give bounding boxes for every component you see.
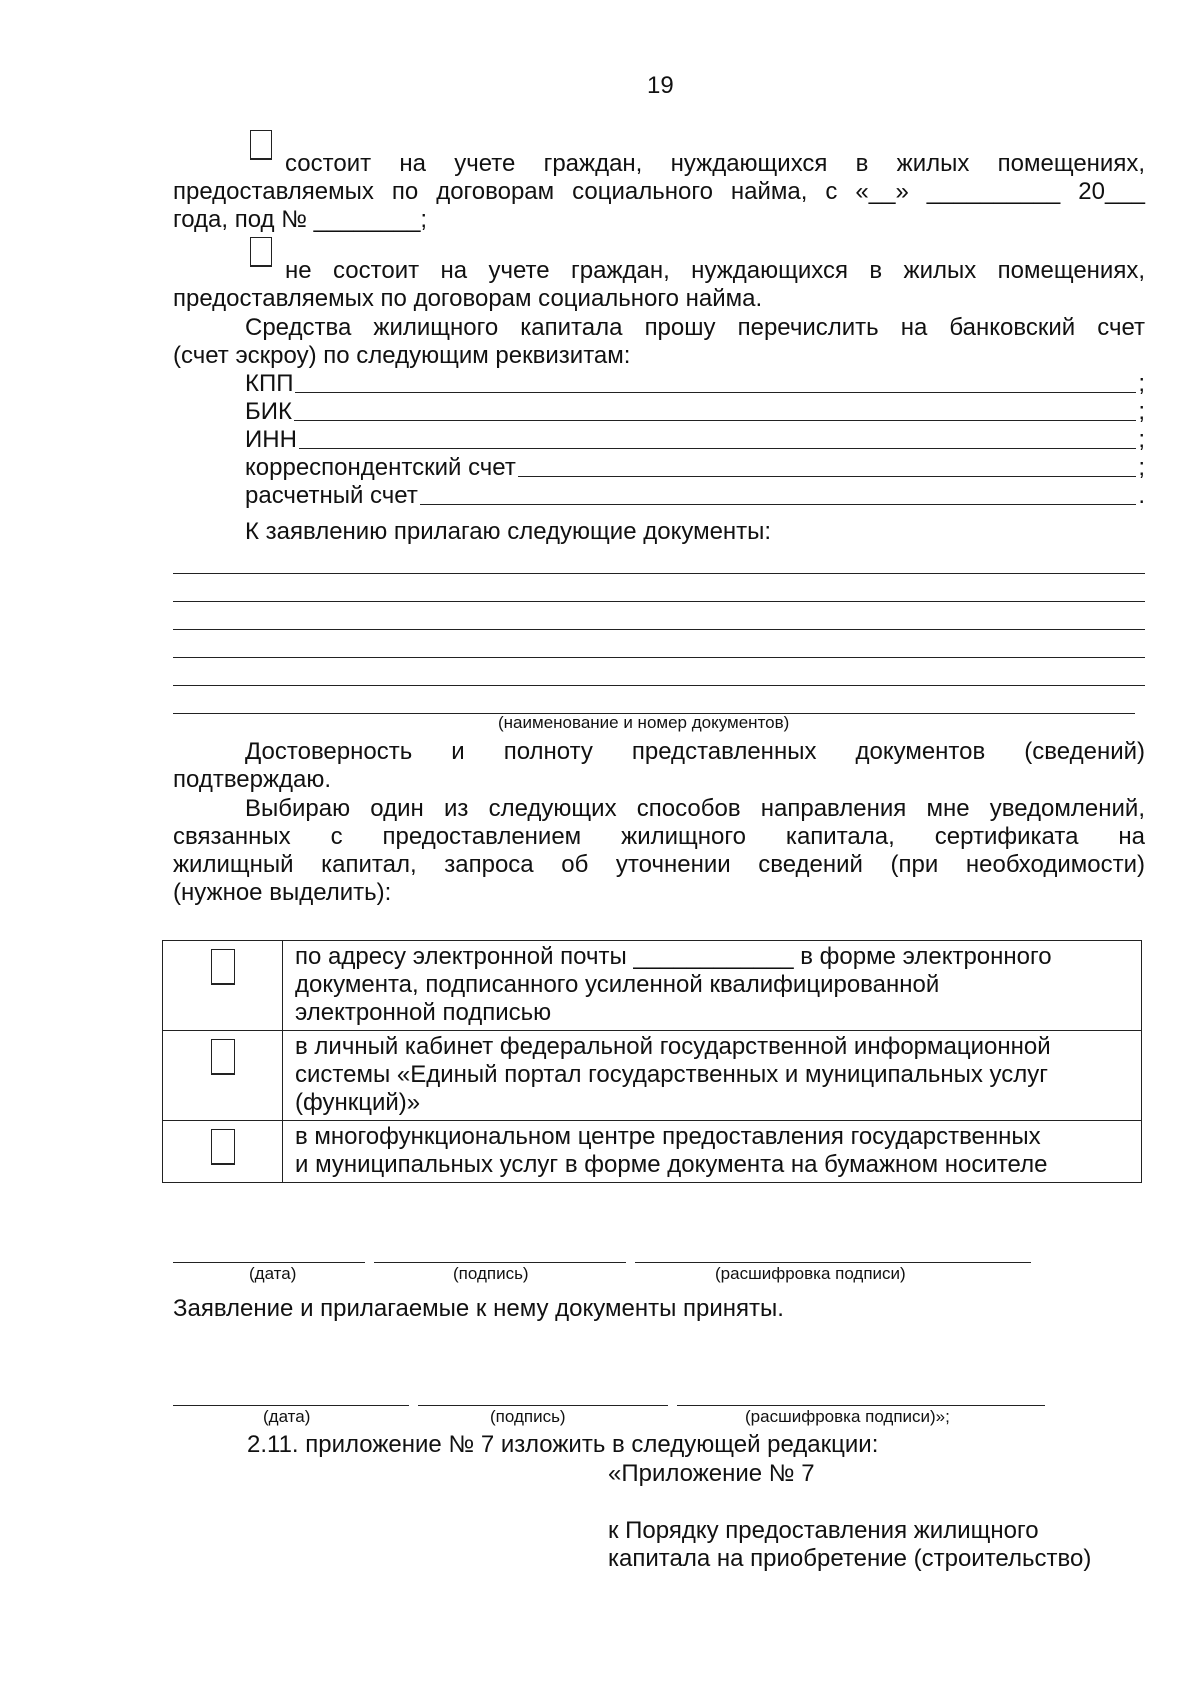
option-email-line1: по адресу электронной почты ____________ в форме электронного — [295, 943, 1052, 970]
attach-line[interactable] — [173, 657, 1145, 658]
registered-checkbox[interactable] — [250, 130, 272, 160]
sig1-decode-line[interactable] — [635, 1262, 1031, 1263]
confirm-line2: подтверждаю. — [173, 766, 332, 793]
attach-line[interactable] — [173, 601, 1145, 602]
bank-intro-line1: Средства жилищного капитала прошу перечислить на банковский счет — [245, 314, 1145, 341]
option-mfc-checkbox[interactable] — [211, 1129, 235, 1165]
bik-field[interactable]: БИК ; — [245, 398, 1145, 425]
sig2-sign-caption: (подпись) — [490, 1407, 566, 1426]
notify-intro-line3: жилищный капитал, запроса об уточнении сведений (при необходимости) — [173, 851, 1145, 878]
registered-line2: предоставляемых по договорам социального найма, с «__» __________ 20___ — [173, 178, 1145, 205]
appendix-ref-line1: к Порядку предоставления жилищного — [608, 1517, 1039, 1544]
registered-line3: года, под № ________; — [173, 206, 428, 233]
kpp-field[interactable]: КПП ; — [245, 370, 1145, 397]
appendix-ref-line2: капитала на приобретение (строительство) — [608, 1545, 1092, 1572]
option-email-line2: документа, подписанного усиленной квалифицированной — [295, 971, 940, 998]
settlement-account-field[interactable]: расчетный счет . — [245, 482, 1145, 509]
sig2-decode-caption: (расшифровка подписи)»; — [745, 1407, 950, 1426]
confirm-line1: Достоверность и полноту представленных документов (сведений) — [245, 738, 1145, 765]
not-registered-line1: не состоит на учете граждан, нуждающихся в жилых помещениях, — [285, 257, 1145, 284]
notify-intro-line4: (нужное выделить): — [173, 879, 392, 906]
option-email-checkbox[interactable] — [211, 949, 235, 985]
sig2-sign-line[interactable] — [418, 1405, 668, 1406]
sig1-sign-line[interactable] — [374, 1262, 626, 1263]
sig2-decode-line[interactable] — [677, 1405, 1045, 1406]
option-portal-checkbox[interactable] — [211, 1039, 235, 1075]
notify-intro-line2: связанных с предоставлением жилищного капитала, сертификата на — [173, 823, 1145, 850]
sig1-sign-caption: (подпись) — [453, 1264, 529, 1283]
bank-intro-line2: (счет эскроу) по следующим реквизитам: — [173, 342, 631, 369]
sig1-date-line[interactable] — [173, 1262, 365, 1263]
option-portal-line3: (функций)» — [295, 1089, 421, 1116]
not-registered-line2: предоставляемых по договорам социального найма. — [173, 285, 763, 312]
appendix-title: «Приложение № 7 — [608, 1460, 815, 1487]
accepted-text: Заявление и прилагаемые к нему документы приняты. — [173, 1295, 784, 1322]
sig1-decode-caption: (расшифровка подписи) — [715, 1264, 906, 1283]
notify-options-table — [162, 940, 1142, 1183]
sig2-date-line[interactable] — [173, 1405, 409, 1406]
attach-line[interactable] — [173, 573, 1145, 574]
notify-option-portal — [163, 1031, 1142, 1121]
option-mfc-line2: и муниципальных услуг в форме документа на бумажном носителе — [295, 1151, 1048, 1178]
attach-caption: (наименование и номер документов) — [498, 713, 790, 732]
notify-option-mfc — [163, 1121, 1142, 1183]
option-mfc-line1: в многофункциональном центре предоставления государственных — [295, 1123, 1041, 1150]
option-portal-line1: в личный кабинет федеральной государственной информационной — [295, 1033, 1051, 1060]
registered-line1: состоит на учете граждан, нуждающихся в жилых помещениях, — [285, 150, 1145, 177]
attach-line[interactable] — [173, 629, 1145, 630]
option-portal-line2: системы «Единый портал государственных и муниципальных услуг — [295, 1061, 1049, 1088]
page-number: 19 — [647, 72, 674, 99]
sig1-date-caption: (дата) — [249, 1264, 297, 1283]
inn-field[interactable]: ИНН ; — [245, 426, 1145, 453]
attach-line[interactable] — [173, 685, 1145, 686]
amendment-text: 2.11. приложение № 7 изложить в следующей редакции: — [247, 1431, 879, 1458]
not-registered-checkbox[interactable] — [250, 237, 272, 267]
attach-intro: К заявлению прилагаю следующие документы: — [245, 518, 772, 545]
sig2-date-caption: (дата) — [263, 1407, 311, 1426]
notify-intro-line1: Выбираю один из следующих способов направления мне уведомлений, — [245, 795, 1145, 822]
option-email-line3: электронной подписью — [295, 999, 552, 1026]
corr-account-field[interactable]: корреспондентский счет ; — [245, 454, 1145, 481]
notify-option-email — [163, 941, 1142, 1031]
